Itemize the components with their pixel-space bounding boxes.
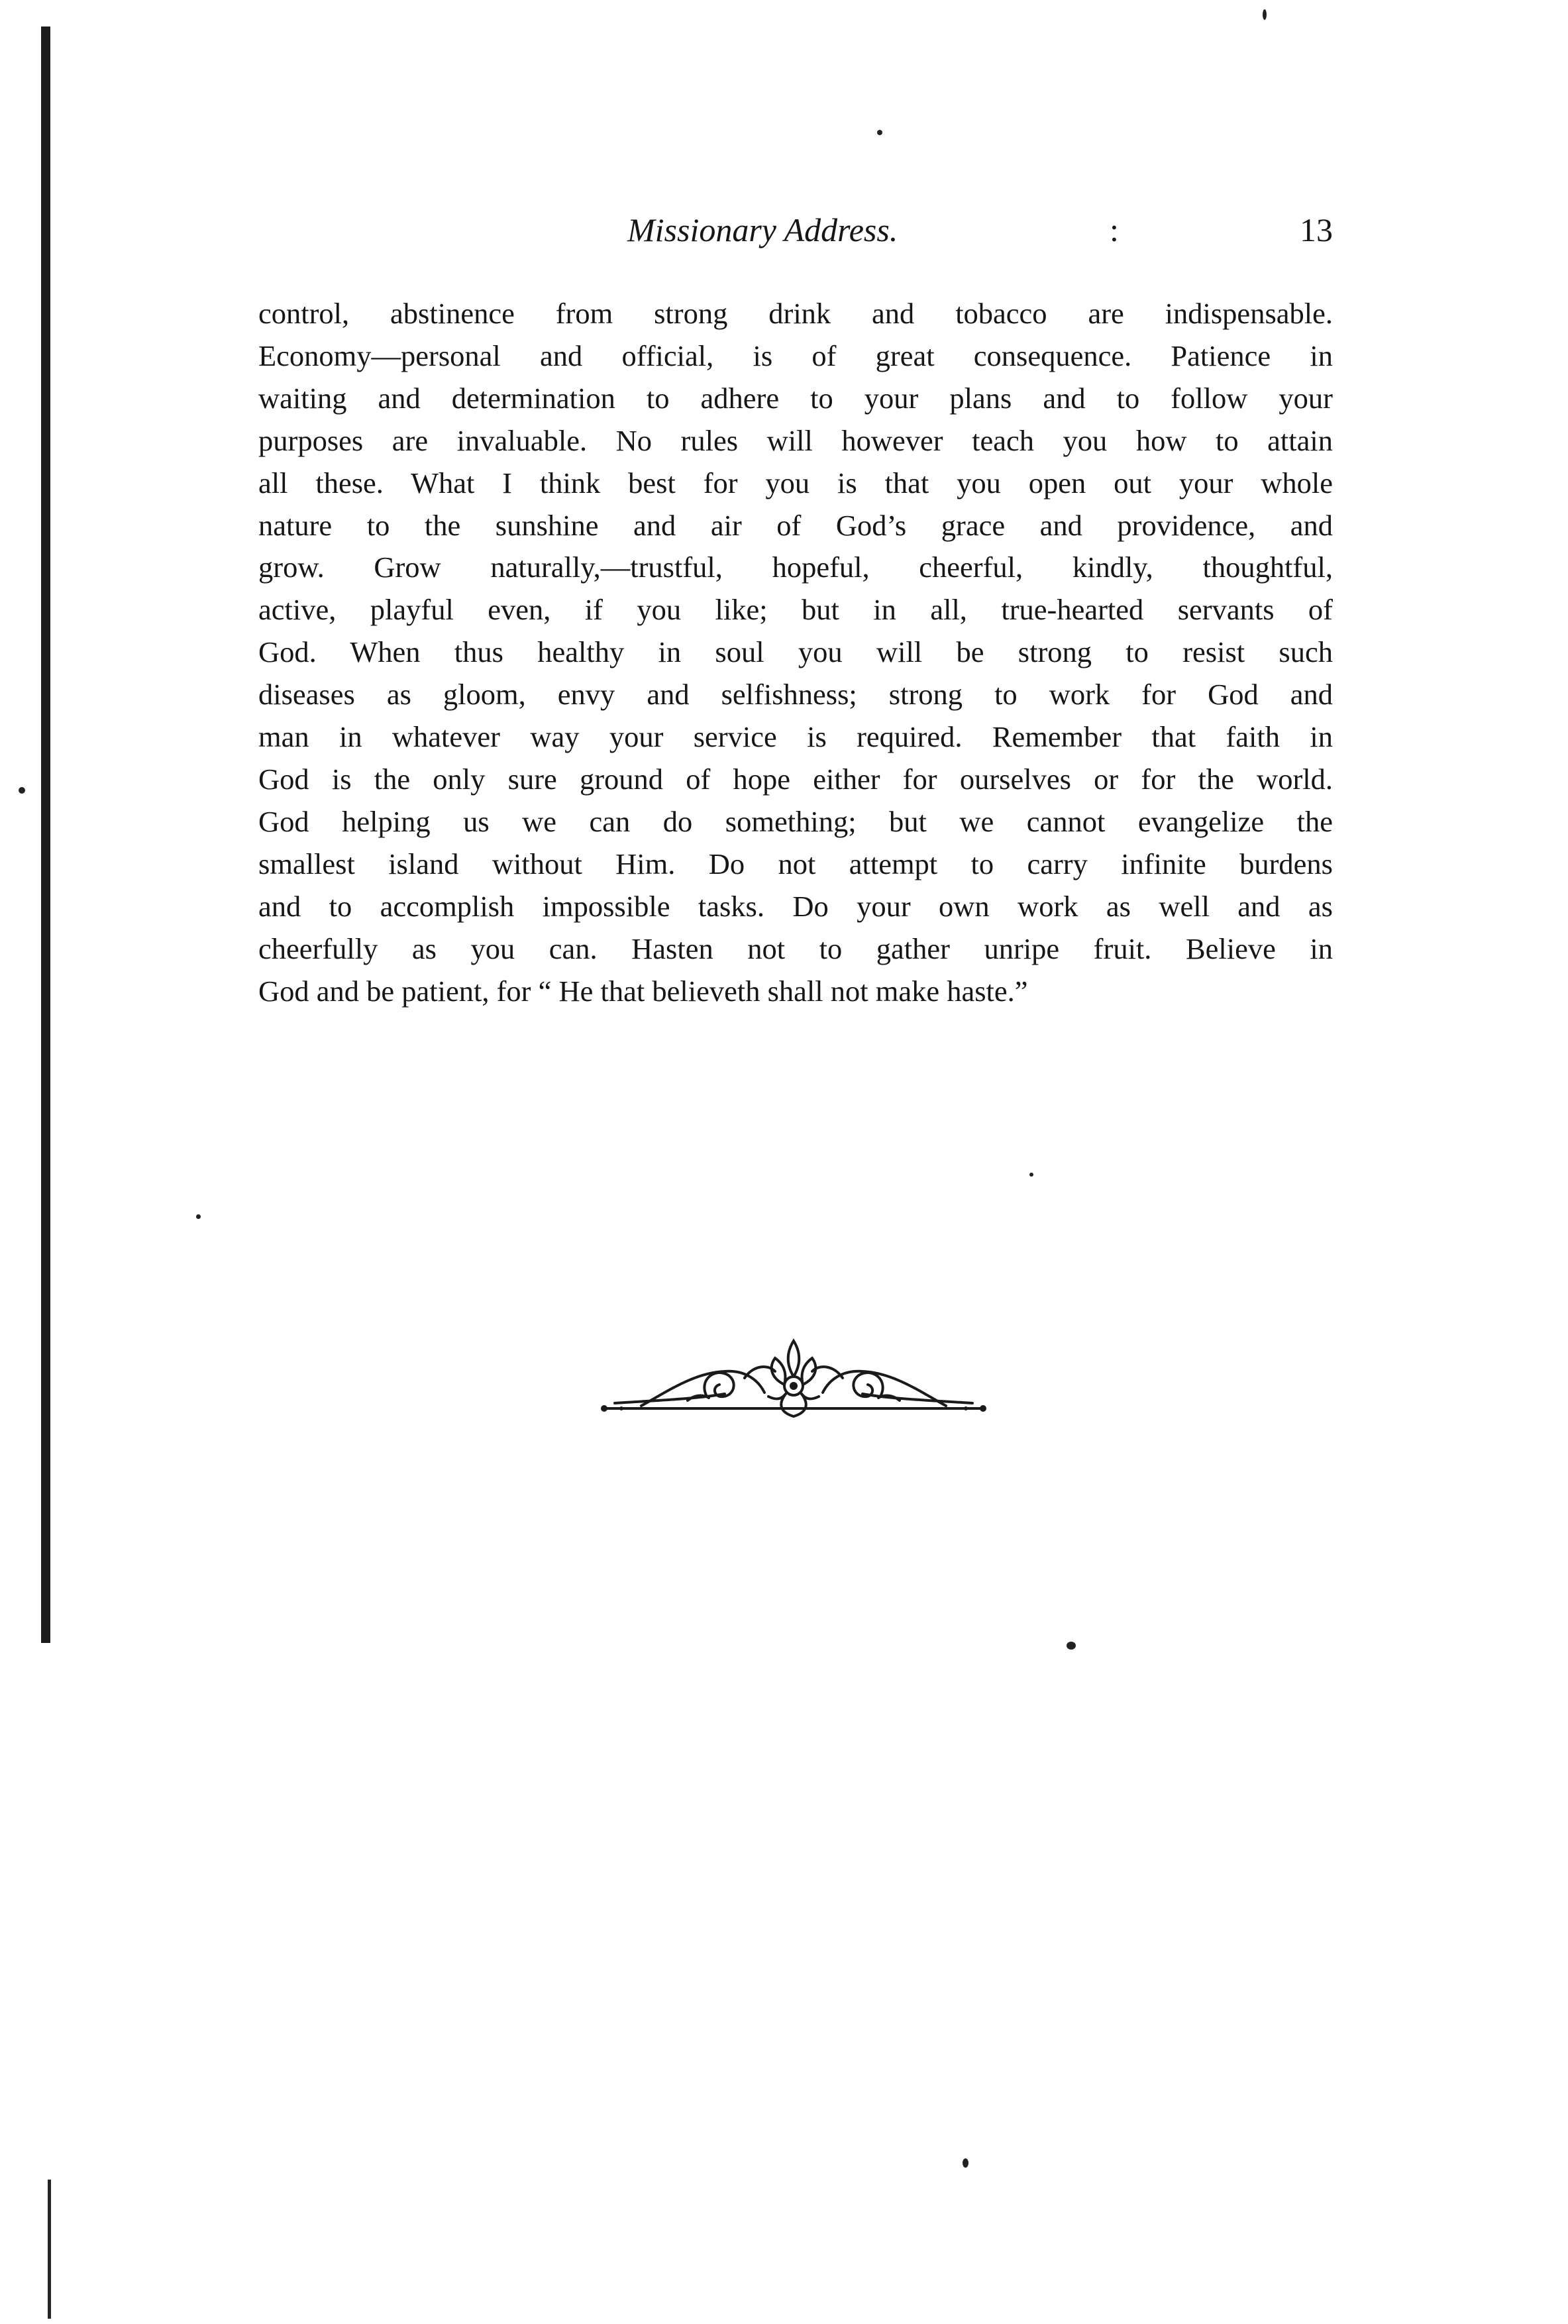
- book-spine-shadow: [41, 26, 50, 1643]
- scan-speck: [1029, 1173, 1033, 1177]
- text-line: grow. Grow naturally,—trustful, hopeful, cheerful, kindly, thoughtful,: [258, 551, 1333, 584]
- text-line: control, abstinence from strong drink and tobacco are indispensable.: [258, 297, 1333, 330]
- scan-speck: [19, 787, 25, 794]
- text-line: God helping us we can do something; but we cannot evangelize the: [258, 804, 1333, 838]
- text-line: and to accomplish impossible tasks. Do your own work as well and as: [258, 889, 1333, 923]
- text-line: God and be patient, for “ He that believeth shall not make haste.”: [258, 974, 1028, 1008]
- text-line: cheerfully as you can. Hasten not to gather unripe fruit. Believe in: [258, 931, 1333, 965]
- header-separator: :: [1110, 211, 1119, 248]
- page-number: 13: [1300, 211, 1333, 248]
- text-line: Economy—personal and official, is of great consequence. Patience in: [258, 339, 1333, 372]
- running-header: [258, 211, 1333, 264]
- book-edge-shadow: [48, 2180, 51, 2319]
- body-paragraph: [258, 293, 1333, 1012]
- text-line: purposes are invaluable. No rules will however teach you how to attain: [258, 423, 1333, 457]
- text-line: nature to the sunshine and air of God’s grace and providence, and: [258, 508, 1333, 542]
- scan-speck: [1067, 1642, 1076, 1650]
- scan-speck: [877, 130, 882, 135]
- text-line: man in whatever way your service is required. Remember that faith in: [258, 720, 1333, 754]
- text-line: all these. What I think best for you is that you open out your whole: [258, 466, 1333, 500]
- running-title: Missionary Address.: [627, 211, 898, 248]
- scan-speck: [1263, 9, 1267, 20]
- scan-speck: [196, 1214, 201, 1219]
- text-line: diseases as gloom, envy and selfishness; strong to work for God and: [258, 678, 1333, 712]
- floral-tailpiece-icon: [595, 1332, 992, 1424]
- scan-speck: [963, 2158, 968, 2168]
- text-line: waiting and determination to adhere to your plans and to follow your: [258, 381, 1333, 415]
- text-line: God. When thus healthy in soul you will be strong to resist such: [258, 635, 1333, 669]
- text-line: God is the only sure ground of hope either for ourselves or for the world.: [258, 762, 1333, 796]
- text-line: smallest island without Him. Do not attempt to carry infinite burdens: [258, 847, 1333, 880]
- text-line: active, playful even, if you like; but in all, true-hearted servants of: [258, 593, 1333, 627]
